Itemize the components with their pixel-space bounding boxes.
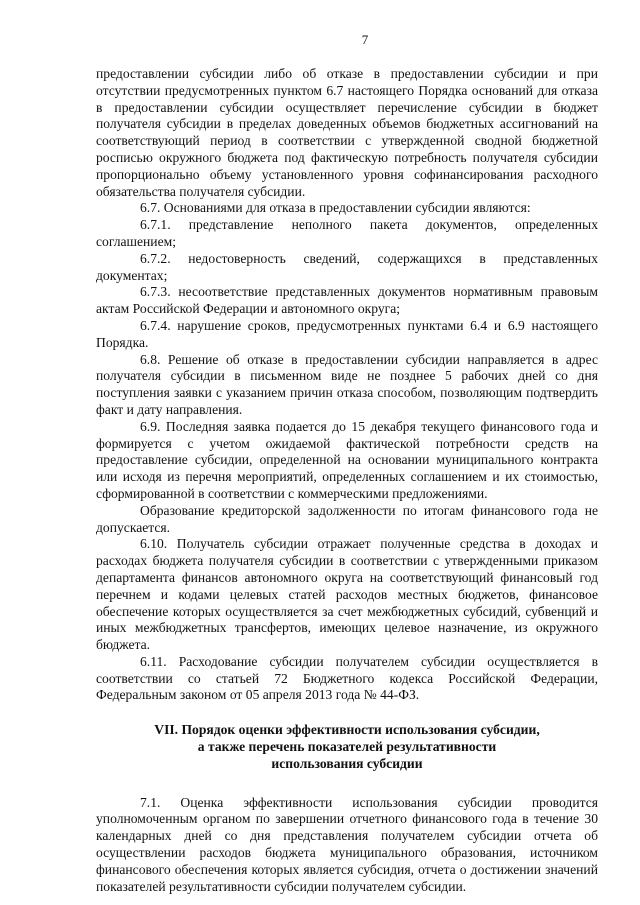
section-title-line-2: а также перечень показателей результативности [197, 739, 497, 755]
paragraph-6-11: 6.11. Расходование субсидии получателем субсидии осуществляется в соответствии со статьей 72 Бюджетного кодекса Российской Федерации, Федеральным законом от 05 апреля 2013 года № 44-ФЗ. [96, 653, 598, 703]
paragraph-debt-note: Образование кредиторской задолженности по итогам финансового года не допускается. [96, 502, 598, 535]
paragraph-6-7-2: 6.7.2. недостоверность сведений, содержащихся в представленных документах; [96, 250, 598, 283]
paragraph-6-10: 6.10. Получатель субсидии отражает полученные средства в доходах и расходах бюджета получателя субсидии в соответствии с утвержденными приказом департамента финансов автономного округа на соответствующий финансовый год перечнем и кодами целевых статей расходов местных бюджетов, финансовое обеспечение которых осуществляется за счет межбюджетных субсидий, субвенций и иных межбюджетных трансфертов, имеющих целевое назначение, из окружного бюджета. [96, 536, 598, 653]
paragraph-7-1: 7.1. Оценка эффективности использования субсидии проводится уполномоченным органом по завершении отчетного финансового года в течение 30 календарных дней со дня представления получателем субсидии отчета об осуществлении расходов бюджета муниципального образования, источником финансового обеспечения которых является субсидия, отчета о достижении значений показателей результативности субсидии получателем субсидии. [96, 794, 598, 894]
page-number: 7 [361, 32, 369, 47]
paragraph-6-9: 6.9. Последняя заявка подается до 15 декабря текущего финансового года и формируется с учетом ожидаемой фактической потребности средств на предоставление субсидии, определенной на основании муниципального контракта или исходя из перечня мероприятий, определенных соглашением и их стоимостью, сформированной в соответствии с коммерческими предложениями. [96, 418, 598, 501]
section-title-line-1: VII. Порядок оценки эффективности использования субсидии, [154, 722, 540, 738]
paragraph-6-7: 6.7. Основаниями для отказа в предоставлении субсидии являются: [140, 200, 531, 216]
paragraph-6-7-1: 6.7.1. представление неполного пакета документов, определенных соглашением; [96, 217, 598, 249]
section-title-line-3: использования субсидии [271, 755, 423, 771]
section-title [96, 722, 598, 772]
paragraph-6-7-3: 6.7.3. несоответствие представленных документов нормативным правовым актам Российской Федерации и автономного округа; [96, 284, 598, 317]
paragraph-6-8: 6.8. Решение об отказе в предоставлении субсидии направляется в адрес получателя субсидии в письменном виде не позднее 5 рабочих дней со дня поступления заявки с указанием причин отказа способом, позволяющим подтвердить факт и дату направления. [96, 351, 598, 417]
paragraph-continuation: предоставлении субсидии либо об отказе в предоставлении субсидии и при отсутствии предусмотренных пунктом 6.7 настоящего Порядка оснований для отказа в предоставлении субсидии осуществляет перечисление субсидии в бюджет получателя субсидии в пределах доведенных объемов бюджетных ассигнований на соответствующий период в соответствии с утвержденной сводной бюджетной росписью окружного бюджета под фактическую потребность получателя субсидии пропорционально объему установленного уровня софинансирования расходного обязательства получателя субсидии. [96, 66, 598, 199]
paragraph-6-7-4: 6.7.4. нарушение сроков, предусмотренных пунктами 6.4 и 6.9 настоящего Порядка. [96, 317, 598, 350]
